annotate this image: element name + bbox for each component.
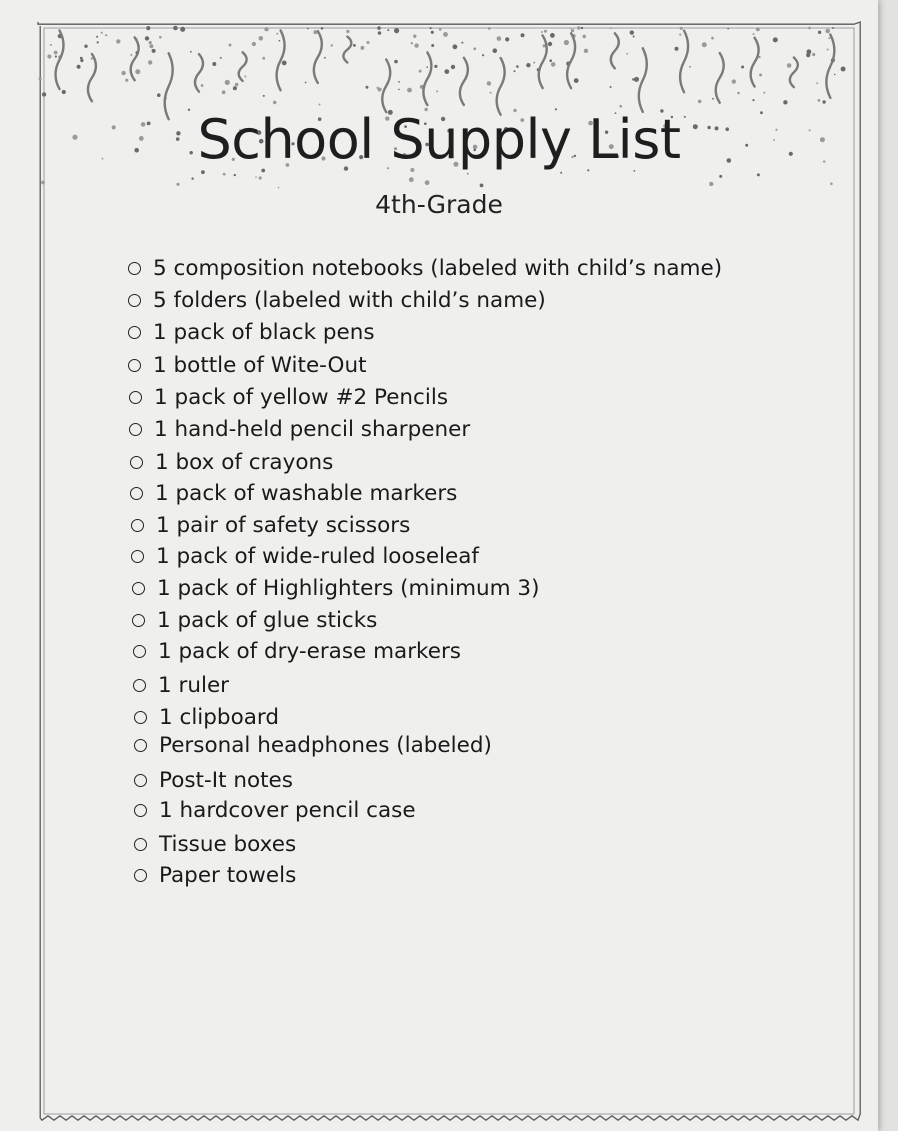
hollow-circle-bullet-icon [129,391,142,404]
list-item-label: 1 bottle of Wite-Out [153,353,367,378]
list-item [129,417,470,442]
list-item-label: 1 pack of washable markers [155,481,458,506]
list-item-label: Tissue boxes [159,832,297,857]
list-item [132,608,377,633]
list-item [128,353,367,378]
hollow-circle-bullet-icon [134,711,147,724]
list-item-label: Paper towels [159,863,297,888]
list-item-label: 5 composition notebooks (labeled with child’s name) [153,256,723,281]
list-item [134,798,416,823]
list-item-label: 1 pack of Highlighters (minimum 3) [157,576,540,601]
list-item [130,481,457,506]
hollow-circle-bullet-icon [131,519,144,532]
list-item [134,733,492,758]
hollow-circle-bullet-icon [131,550,144,563]
hollow-circle-bullet-icon [134,739,147,752]
hollow-circle-bullet-icon [134,804,147,817]
list-item [134,832,296,857]
hollow-circle-bullet-icon [132,614,145,627]
list-item [128,320,375,345]
list-item [133,639,461,664]
hollow-circle-bullet-icon [134,838,147,851]
list-item-label: 1 pair of safety scissors [156,513,411,538]
list-item [134,863,296,888]
hollow-circle-bullet-icon [129,423,142,436]
list-item-label: 1 hand-held pencil sharpener [154,417,471,442]
hollow-circle-bullet-icon [128,326,141,339]
list-item [131,544,479,569]
hollow-circle-bullet-icon [134,774,147,787]
list-item [128,288,546,313]
hollow-circle-bullet-icon [128,262,141,275]
hollow-circle-bullet-icon [134,869,147,882]
list-item [131,513,410,538]
list-item-label: 1 pack of black pens [153,320,375,345]
list-item [130,450,333,475]
page-title: School Supply List [197,108,681,171]
list-item-label: 1 clipboard [159,705,280,730]
hollow-circle-bullet-icon [130,487,143,500]
list-item-label: 1 pack of dry-erase markers [158,639,462,664]
list-item-label: 1 pack of yellow #2 Pencils [154,385,449,410]
hollow-circle-bullet-icon [130,456,143,469]
list-item [133,673,229,698]
hollow-circle-bullet-icon [133,679,146,692]
list-item [134,705,279,730]
hollow-circle-bullet-icon [132,582,145,595]
list-item [132,576,540,601]
list-item-label: 5 folders (labeled with child’s name) [153,288,546,313]
list-item-label: 1 ruler [158,673,230,698]
list-item-label: Personal headphones (labeled) [159,733,492,758]
list-item-label: Post-It notes [159,768,293,793]
page-subtitle: 4th-Grade [375,190,503,219]
list-item-label: 1 box of crayons [155,450,334,475]
hollow-circle-bullet-icon [133,645,146,658]
list-item [134,768,293,793]
list-item [129,385,448,410]
list-item-label: 1 hardcover pencil case [159,798,416,823]
list-item-label: 1 pack of wide-ruled looseleaf [156,544,479,569]
hollow-circle-bullet-icon [128,294,141,307]
list-item-label: 1 pack of glue sticks [157,608,378,633]
list-item [128,256,722,281]
hollow-circle-bullet-icon [128,359,141,372]
